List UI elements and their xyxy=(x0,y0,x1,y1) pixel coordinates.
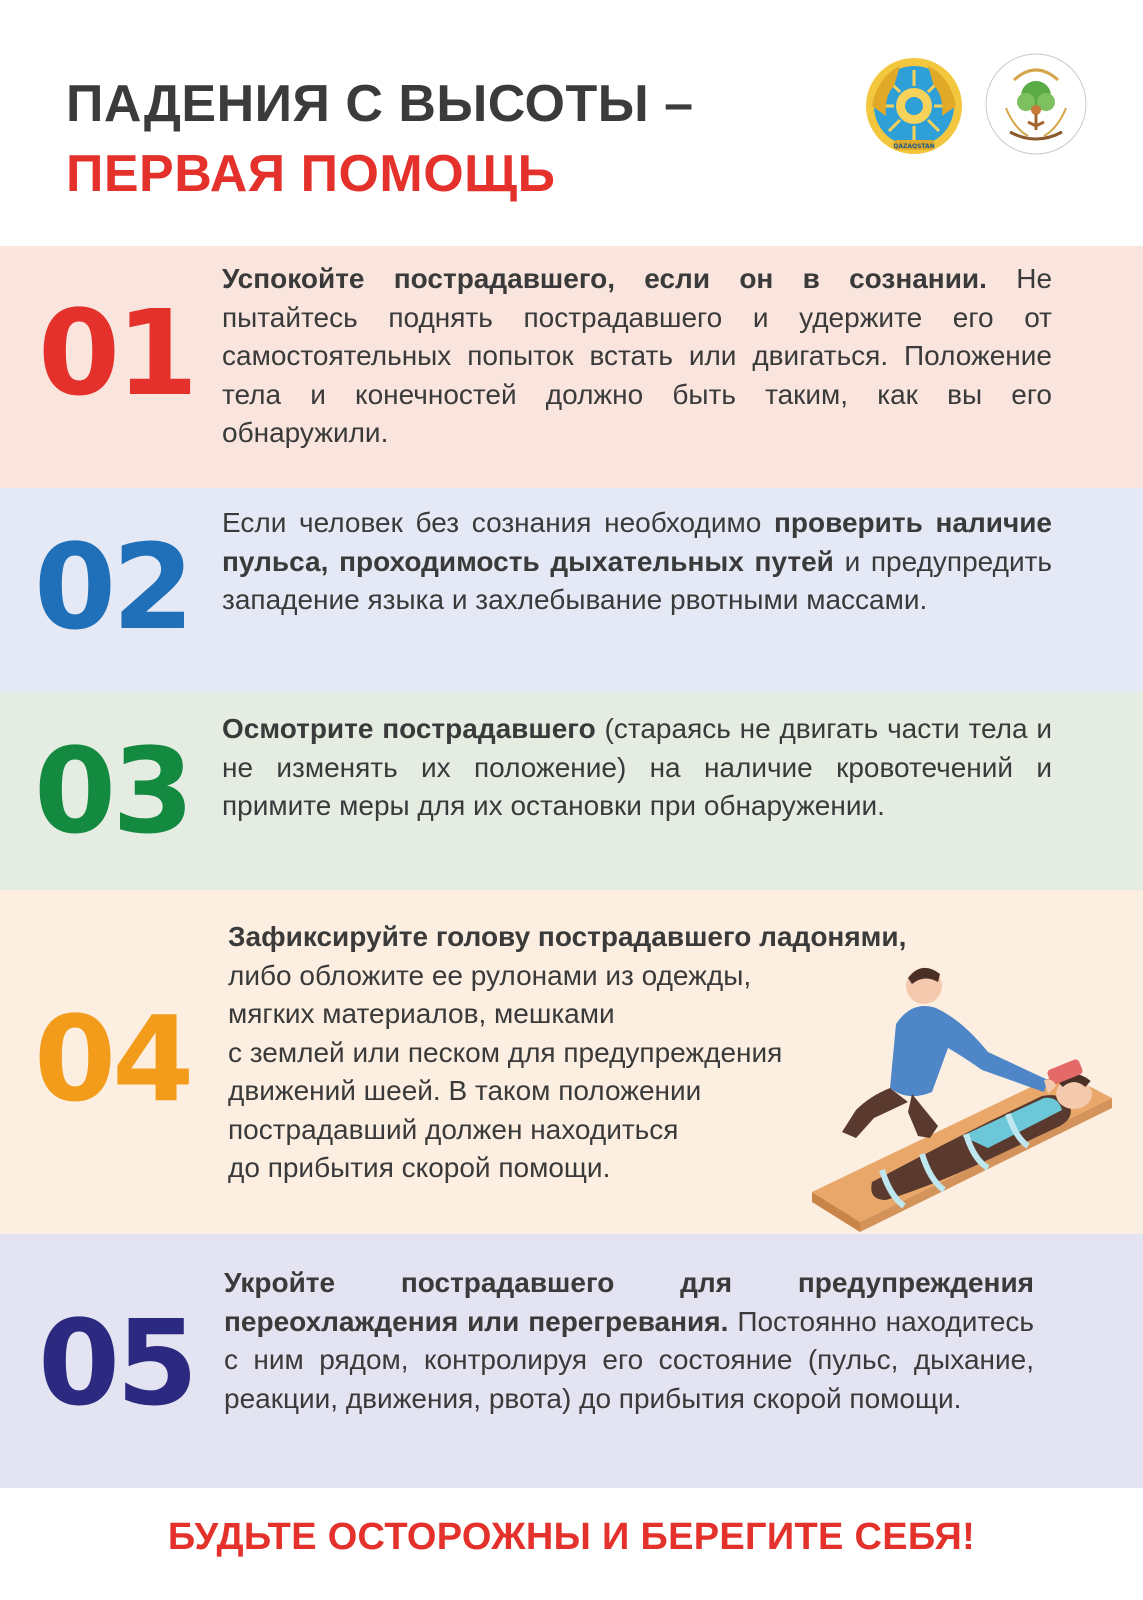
step-1-body: Не пытайтесь поднять пострадавшего и удержите его от самостоятельных попыток встать или двигаться. Положение тела и конечностей должно быть таким, как вы его обнаружили. xyxy=(222,263,1053,448)
step-4-lead: Зафиксируйте голову пострадавшего ладонями, xyxy=(228,921,907,952)
step-5-bold: Укройте пострадавшего для предупреждения переохлаждения или перегревания. xyxy=(224,1267,1034,1337)
step-1-section xyxy=(0,246,1143,488)
step-2-pre: Если человек без сознания необходимо xyxy=(222,507,762,538)
step-3-section xyxy=(0,692,1143,890)
step-5-post: Постоянно находитесь с ним рядом, контролируя его состояние (пульс, дыхание, реакции, движения, рвота) до прибытия скорой помощи. xyxy=(224,1305,1035,1414)
page-subtitle: ПЕРВАЯ ПОМОЩЬ xyxy=(66,145,556,203)
step-5-section xyxy=(0,1234,1143,1488)
step-4-line: движений шеей. В таком положении xyxy=(228,1075,702,1106)
step-2-section xyxy=(0,488,1143,692)
first-aid-illustration xyxy=(812,960,1112,1242)
step-3-bold: Осмотрите пострадавшего xyxy=(222,713,596,744)
step-5-text xyxy=(224,1264,1034,1418)
step-4-line: до прибытия скорой помощи. xyxy=(228,1152,611,1183)
step-2-number: 02 xyxy=(34,518,191,656)
header xyxy=(0,0,1143,246)
step-4-line: мягких материалов, мешками xyxy=(228,998,615,1029)
emblem-text: QAZAQSTAN xyxy=(893,143,935,150)
step-2-text xyxy=(222,504,1052,620)
step-3-number: 03 xyxy=(34,722,191,860)
step-2-post: и предупредить западение языка и захлебывание рвотными массами. xyxy=(222,545,1052,615)
step-1-lead: Успокойте пострадавшего, если он в сознании. xyxy=(222,263,987,294)
step-4-number: 04 xyxy=(34,990,191,1128)
footer-slogan: БУДЬТЕ ОСТОРОЖНЫ И БЕРЕГИТЕ СЕБЯ! xyxy=(167,1516,976,1558)
step-4-line: либо обложите ее рулонами из одежды, xyxy=(228,959,752,991)
page-title: ПАДЕНИЯ С ВЫСОТЫ – xyxy=(66,75,694,133)
health-center-logo-icon xyxy=(984,52,1088,156)
step-2-bold: проверить наличие пульса, проходимость дыхательных путей xyxy=(222,507,1052,577)
step-3-text xyxy=(222,710,1052,826)
step-3-post: (стараясь не двигать части тела и не изменять их положение) на наличие кровотечений и примите меры для их остановки при обнаружении. xyxy=(222,713,1053,821)
step-5-number: 05 xyxy=(38,1294,195,1432)
state-emblem-icon xyxy=(864,56,964,156)
step-1-text xyxy=(222,260,1052,453)
step-4-line: пострадавший должен находиться xyxy=(228,1113,679,1145)
step-1-number: 01 xyxy=(38,284,195,422)
step-4-line: с землей или песком для предупреждения xyxy=(228,1036,783,1068)
